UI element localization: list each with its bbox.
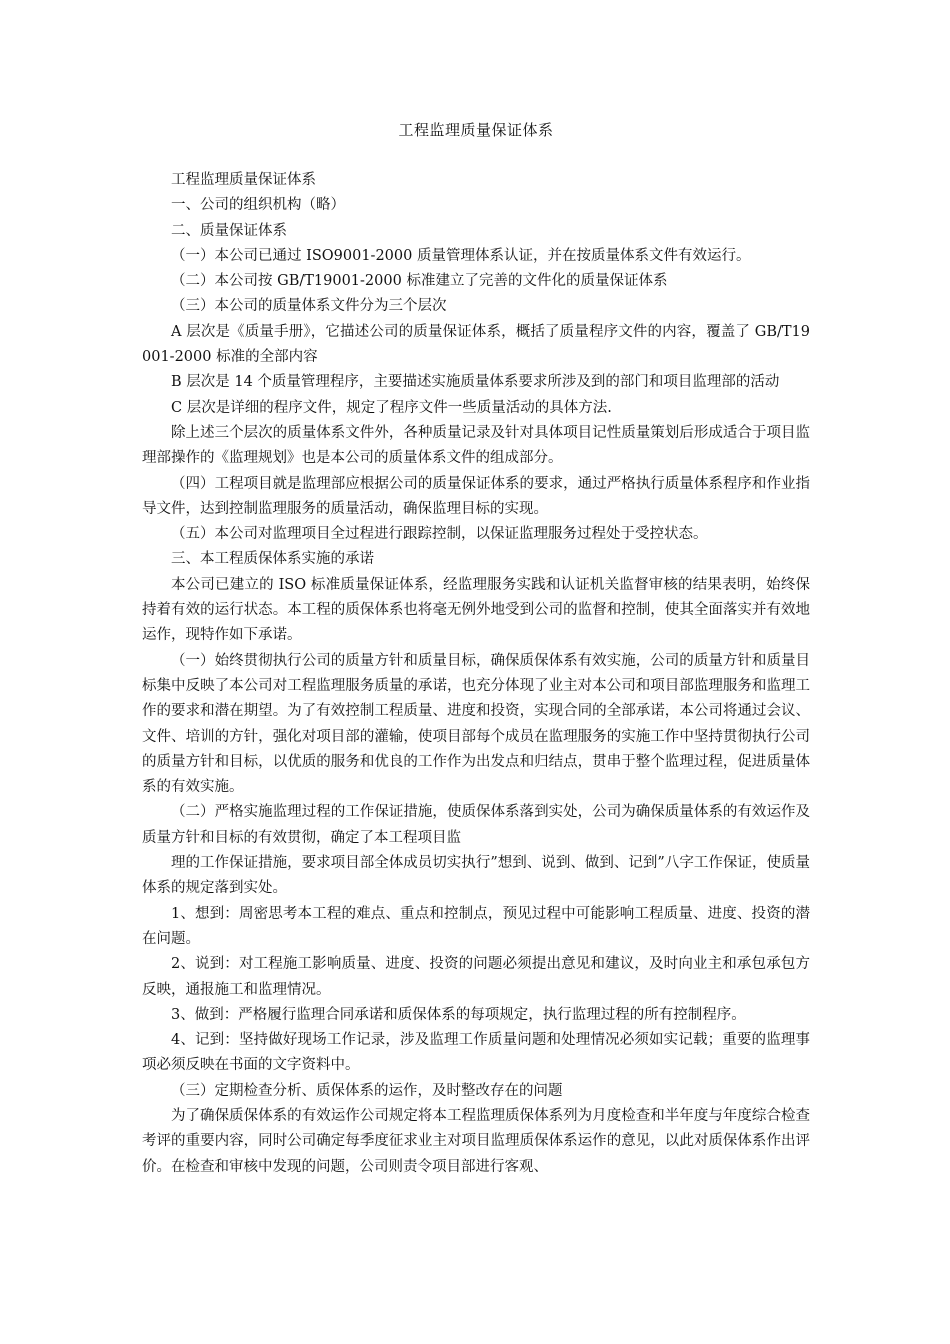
paragraph-point-1: 1、想到：周密思考本工程的难点、重点和控制点，预见过程中可能影响工程质量、进度、投资的潜在问题。 (142, 905, 810, 947)
paragraph-item: （二）本公司按 GB/T19001-2000 标准建立了完善的文件化的质量保证体系 (171, 273, 668, 290)
paragraph-level-b: B 层次是 14 个质量管理程序，主要描述实施质量体系要求所涉及到的部门和项目监理部的活动 (171, 374, 780, 391)
paragraph-heading: 工程监理质量保证体系 (171, 172, 316, 188)
paragraph-level-a: A 层次是《质量手册》，它描述公司的质量保证体系，概括了质量程序文件的内容，覆盖了 GB/T19001-2000 标准的全部内容 (142, 323, 810, 366)
paragraph-section-2: 二、质量保证体系 (171, 222, 287, 239)
document-title: 工程监理质量保证体系 (398, 121, 554, 139)
paragraph-item: （三）本公司的质量体系文件分为三个层次 (171, 298, 447, 315)
document-body (142, 168, 810, 1180)
paragraph-item: （一）始终贯彻执行公司的质量方针和质量目标，确保质保体系有效实施，公司的质量方针和质量目标集中反映了本公司对工程监理服务质量的承诺，也充分体现了业主对本公司和项目部监理服务和监理工作的要求和潜在期望。为了有效控制工程质量、进度和投资，实现合同的全部承诺，本公司将通过会议、文件、培训的方针，强化对项目部的灌输，使项目部每个成员在监理服务的实施工作中坚持贯彻执行公司的质量方针和目标，以优质的服务和优良的工作作为出发点和归结点，贯串于整个监理过程，促进质量体系的有效实施。 (142, 652, 810, 796)
paragraph-section-1: 一、公司的组织机构（略） (171, 197, 345, 214)
document-page (142, 118, 810, 1180)
paragraph-item: （二）严格实施监理过程的工作保证措施，使质保体系落到实处，公司为确保质量体系的有效运作及质量方针和目标的有效贯彻，确定了本工程项目监 (142, 804, 810, 846)
paragraph-point-4: 4、记到：坚持做好现场工作记录，涉及监理工作质量问题和处理情况必须如实记载；重要的监理事项必须反映在书面的文字资料中。 (142, 1032, 810, 1074)
paragraph-point-3: 3、做到：严格履行监理合同承诺和质保体系的每项规定，执行监理过程的所有控制程序。 (171, 1006, 746, 1023)
paragraph-point-2: 2、说到：对工程施工影响质量、进度、投资的问题必须提出意见和建议，及时向业主和承包承包方反映，通报施工和监理情况。 (142, 956, 810, 998)
paragraph-text: 除上述三个层次的质量体系文件外，各种质量记录及针对具体项目记性质量策划后形成适合于项目监理部操作的《监理规划》也是本公司的质量体系文件的组成部分。 (142, 424, 810, 467)
paragraph-text: 本公司已建立的 ISO 标准质量保证体系，经监理服务实践和认证机关监督审核的结果表明，始终保持着有效的运行状态。本工程的质保体系也将毫无例外地受到公司的监督和控制，使其全面落实并有效地运作，现特作如下承诺。 (142, 576, 810, 644)
paragraph-level-c: C 层次是详细的程序文件，规定了程序文件一些质量活动的具体方法. (171, 399, 612, 416)
paragraph-item: （五）本公司对监理项目全过程进行跟踪控制，以保证监理服务过程处于受控状态。 (171, 526, 708, 543)
paragraph-item: （四）工程项目就是监理部应根据公司的质量保证体系的要求，通过严格执行质量体系程序和作业指导文件，达到控制监理服务的质量活动，确保监理目标的实现。 (142, 475, 810, 517)
paragraph-text: 为了确保质保体系的有效运作公司规定将本工程监理质保体系列为月度检查和半年度与年度综合检查考评的重要内容，同时公司确定每季度征求业主对项目监理质保体系运作的意见，以此对质保体系作出评价。在检查和审核中发现的问题，公司则责令项目部进行客观、 (142, 1107, 810, 1175)
paragraph-section-3: 三、本工程质保体系实施的承诺 (171, 551, 374, 568)
paragraph-item: （一）本公司已通过 ISO9001-2000 质量管理体系认证，并在按质量体系文件有效运行。 (171, 247, 751, 264)
paragraph-item: （三）定期检查分析、质保体系的运作，及时整改存在的问题 (171, 1082, 563, 1099)
paragraph-text: 理的工作保证措施，要求项目部全体成员切实执行”想到、说到、做到、记到”八字工作保证，使质量体系的规定落到实处。 (142, 855, 810, 897)
